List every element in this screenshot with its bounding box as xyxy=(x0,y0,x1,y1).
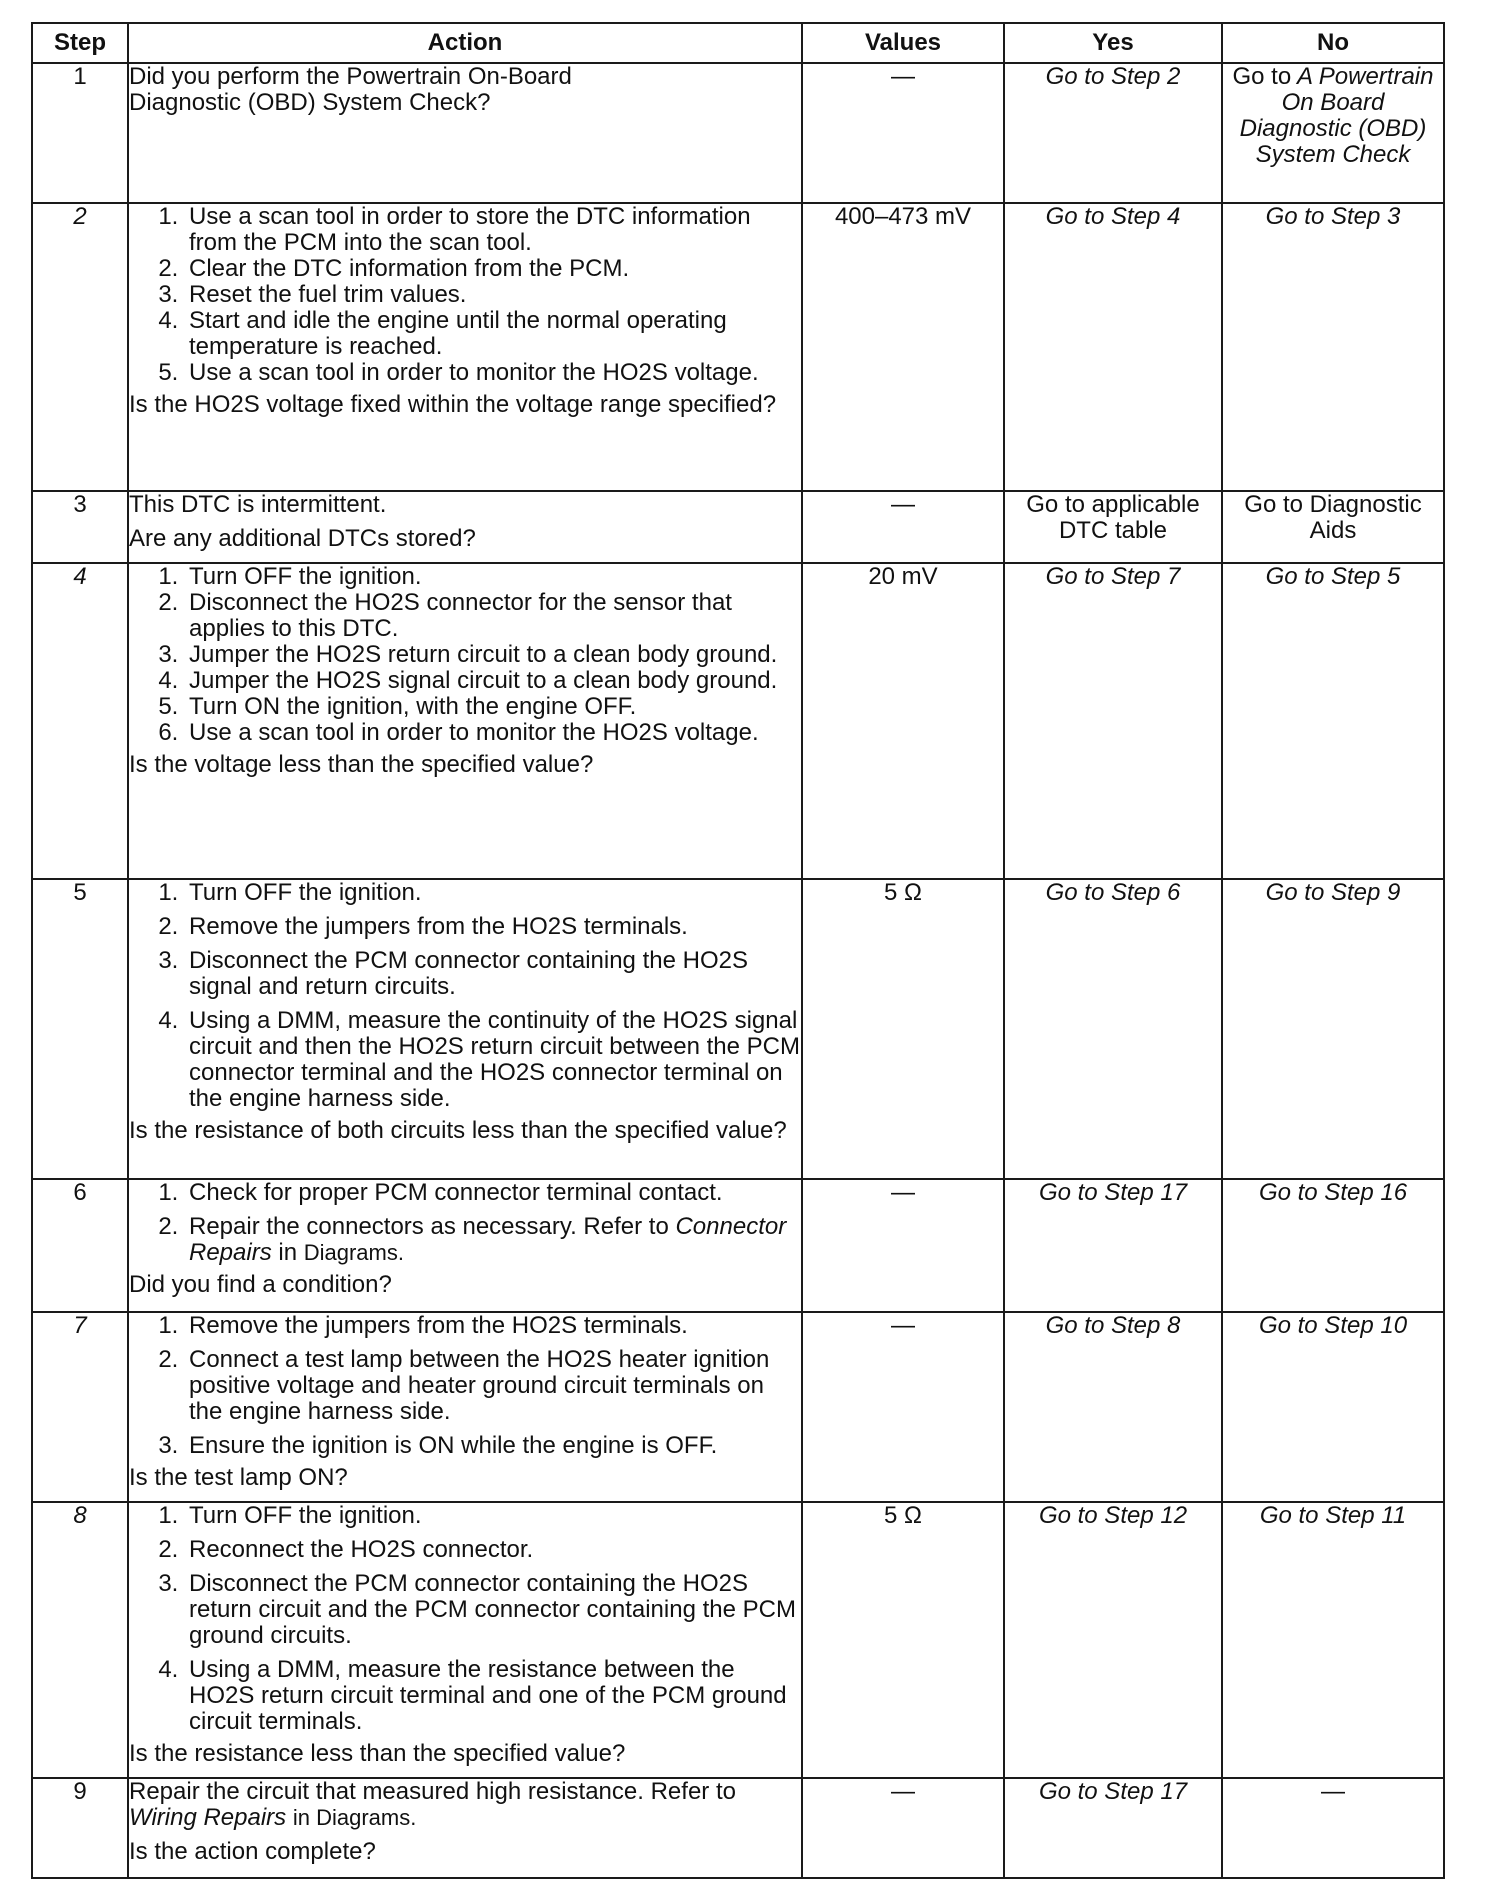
step-number-text: 2 xyxy=(73,203,87,230)
question: Did you find a condition? xyxy=(129,1271,392,1298)
step-number: 9 xyxy=(32,1778,128,1878)
action-item xyxy=(185,1214,801,1266)
step-number xyxy=(32,1502,128,1778)
header-no: No xyxy=(1222,23,1444,63)
action-cell xyxy=(128,1778,802,1878)
question: Is the voltage less than the specified value? xyxy=(129,751,594,778)
step-number: 6 xyxy=(32,1179,128,1312)
no-cell: Go to Step 10 xyxy=(1222,1312,1444,1502)
table-row-step-4 xyxy=(32,563,1444,879)
action-item: 1. Turn OFF the ignition. xyxy=(185,564,801,590)
yes-cell: Go to Step 12 xyxy=(1004,1502,1222,1778)
value: 20 mV xyxy=(802,563,1004,879)
value: 5 Ω xyxy=(802,1502,1004,1778)
action-item: 4. Using a DMM, measure the resistance between the HO2S return circuit terminal and one of the PCM ground circuit terminals. xyxy=(185,1657,801,1735)
header-action: Action xyxy=(128,23,802,63)
action-item: 1. Check for proper PCM connector terminal contact. xyxy=(185,1180,801,1206)
action-text-tail: in Diagrams. xyxy=(292,1805,417,1830)
action-text xyxy=(129,1779,801,1831)
question: Are any additional DTCs stored? xyxy=(129,525,476,552)
step-number xyxy=(32,203,128,491)
step-number xyxy=(32,1312,128,1502)
header-yes: Yes xyxy=(1004,23,1222,63)
yes-cell: Go to Step 7 xyxy=(1004,563,1222,879)
table-row-step-9 xyxy=(32,1778,1444,1878)
action-item: 1. Remove the jumpers from the HO2S terminals. xyxy=(185,1313,801,1339)
question: Is the resistance of both circuits less than the specified value? xyxy=(129,1117,787,1144)
no-cell: Go to Step 9 xyxy=(1222,879,1444,1179)
table-row-step-3 xyxy=(32,491,1444,563)
yes-cell: Go to Step 17 xyxy=(1004,1778,1222,1878)
action-item: 2. Remove the jumpers from the HO2S terminals. xyxy=(185,914,801,940)
action-cell xyxy=(128,203,802,491)
action-cell xyxy=(128,491,802,563)
table-row-step-5 xyxy=(32,879,1444,1179)
action-item: 3. Disconnect the PCM connector containing the HO2S return circuit and the PCM connector containing the PCM ground circuits. xyxy=(185,1571,801,1649)
step-number xyxy=(32,563,128,879)
question: Is the HO2S voltage fixed within the voltage range specified? xyxy=(129,391,777,418)
action-cell xyxy=(128,1179,802,1312)
no-cell: Go to Step 5 xyxy=(1222,563,1444,879)
header-values: Values xyxy=(802,23,1004,63)
action-list xyxy=(129,564,801,746)
table-row-step-8 xyxy=(32,1502,1444,1778)
action-list xyxy=(129,1313,801,1459)
yes-cell: Go to Step 8 xyxy=(1004,1312,1222,1502)
action-cell xyxy=(128,1312,802,1502)
table-row-step-1 xyxy=(32,63,1444,203)
no-cell xyxy=(1222,63,1444,203)
value: — xyxy=(802,1312,1004,1502)
value: — xyxy=(802,63,1004,203)
action-item: 2. Reconnect the HO2S connector. xyxy=(185,1537,801,1563)
value: 5 Ω xyxy=(802,879,1004,1179)
action-item-tail: Diagrams. xyxy=(303,1240,404,1265)
action-list xyxy=(129,1503,801,1735)
action-list xyxy=(129,1180,801,1266)
value: 400–473 mV xyxy=(802,203,1004,491)
action-item: 1. Turn OFF the ignition. xyxy=(185,880,801,906)
action-list xyxy=(129,880,801,1112)
action-item: 4. Using a DMM, measure the continuity of the HO2S signal circuit and then the HO2S return circuit between the PCM connector terminal and the HO2S connector terminal on the engine harness side. xyxy=(185,1008,801,1112)
value: — xyxy=(802,1179,1004,1312)
action-text-lead: Repair the circuit that measured high resistance. Refer to xyxy=(129,1778,736,1805)
header-row xyxy=(32,23,1444,63)
no-link: A Powertrain On Board Diagnostic (OBD) System Check xyxy=(1239,63,1434,168)
wiring-repairs-link[interactable]: Wiring Repairs xyxy=(129,1804,287,1831)
step-number: 1 xyxy=(32,63,128,203)
value: — xyxy=(802,1778,1004,1878)
table-row-step-6 xyxy=(32,1179,1444,1312)
no-cell: Go to Diagnostic Aids xyxy=(1222,491,1444,563)
action-text: This DTC is intermittent. xyxy=(129,491,387,518)
diagnostic-table xyxy=(31,22,1445,1879)
action-item: 3. Ensure the ignition is ON while the engine is OFF. xyxy=(185,1433,801,1459)
action-item-in: in xyxy=(278,1239,298,1266)
action-cell xyxy=(128,563,802,879)
no-cell: — xyxy=(1222,1778,1444,1878)
step-number-text: 7 xyxy=(73,1312,87,1339)
action-item: 2. Connect a test lamp between the HO2S heater ignition positive voltage and heater ground circuit terminals on the engine harness side. xyxy=(185,1347,801,1425)
table-row-step-7 xyxy=(32,1312,1444,1502)
no-cell: Go to Step 16 xyxy=(1222,1179,1444,1312)
header-step: Step xyxy=(32,23,128,63)
connector-repairs-link[interactable]: Connector Repairs xyxy=(189,1213,787,1266)
action-item: 3. Disconnect the PCM connector containing the HO2S signal and return circuits. xyxy=(185,948,801,1000)
step-number-text: 4 xyxy=(73,563,87,590)
action-item: 5. Turn ON the ignition, with the engine OFF. xyxy=(185,694,801,720)
no-cell: Go to Step 11 xyxy=(1222,1502,1444,1778)
action-item: 1. Turn OFF the ignition. xyxy=(185,1503,801,1529)
value: — xyxy=(802,491,1004,563)
action-cell xyxy=(128,879,802,1179)
no-cell: Go to Step 3 xyxy=(1222,203,1444,491)
action-item: 3. Reset the fuel trim values. xyxy=(185,282,801,308)
question: Is the test lamp ON? xyxy=(129,1464,348,1491)
yes-cell: Go to Step 2 xyxy=(1004,63,1222,203)
question: Is the resistance less than the specified value? xyxy=(129,1740,626,1767)
yes-cell: Go to Step 17 xyxy=(1004,1179,1222,1312)
action-item: 3. Jumper the HO2S return circuit to a clean body ground. xyxy=(185,642,801,668)
question: Is the action complete? xyxy=(129,1838,376,1865)
action-item: 5. Use a scan tool in order to monitor the HO2S voltage. xyxy=(185,360,801,386)
step-number: 5 xyxy=(32,879,128,1179)
step-number-text: 8 xyxy=(73,1502,87,1529)
action-item: 2. Disconnect the HO2S connector for the sensor that applies to this DTC. xyxy=(185,590,801,642)
question: Did you perform the Powertrain On-Board Diagnostic (OBD) System Check? xyxy=(129,63,572,116)
action-item: 2. Clear the DTC information from the PCM. xyxy=(185,256,801,282)
action-item-text: Repair the connectors as necessary. Refer to xyxy=(189,1213,669,1240)
yes-cell: Go to Step 6 xyxy=(1004,879,1222,1179)
table-row-step-2 xyxy=(32,203,1444,491)
action-list xyxy=(129,204,801,386)
step-number: 3 xyxy=(32,491,128,563)
action-item: 1. Use a scan tool in order to store the DTC information from the PCM into the scan tool. xyxy=(185,204,801,256)
yes-cell: Go to Step 4 xyxy=(1004,203,1222,491)
action-item: 6. Use a scan tool in order to monitor the HO2S voltage. xyxy=(185,720,801,746)
action-item: 4. Jumper the HO2S signal circuit to a clean body ground. xyxy=(185,668,801,694)
yes-cell: Go to applicable DTC table xyxy=(1004,491,1222,563)
action-cell xyxy=(128,63,802,203)
no-prefix: Go to xyxy=(1232,63,1292,90)
action-cell xyxy=(128,1502,802,1778)
action-item: 4. Start and idle the engine until the normal operating temperature is reached. xyxy=(185,308,801,360)
